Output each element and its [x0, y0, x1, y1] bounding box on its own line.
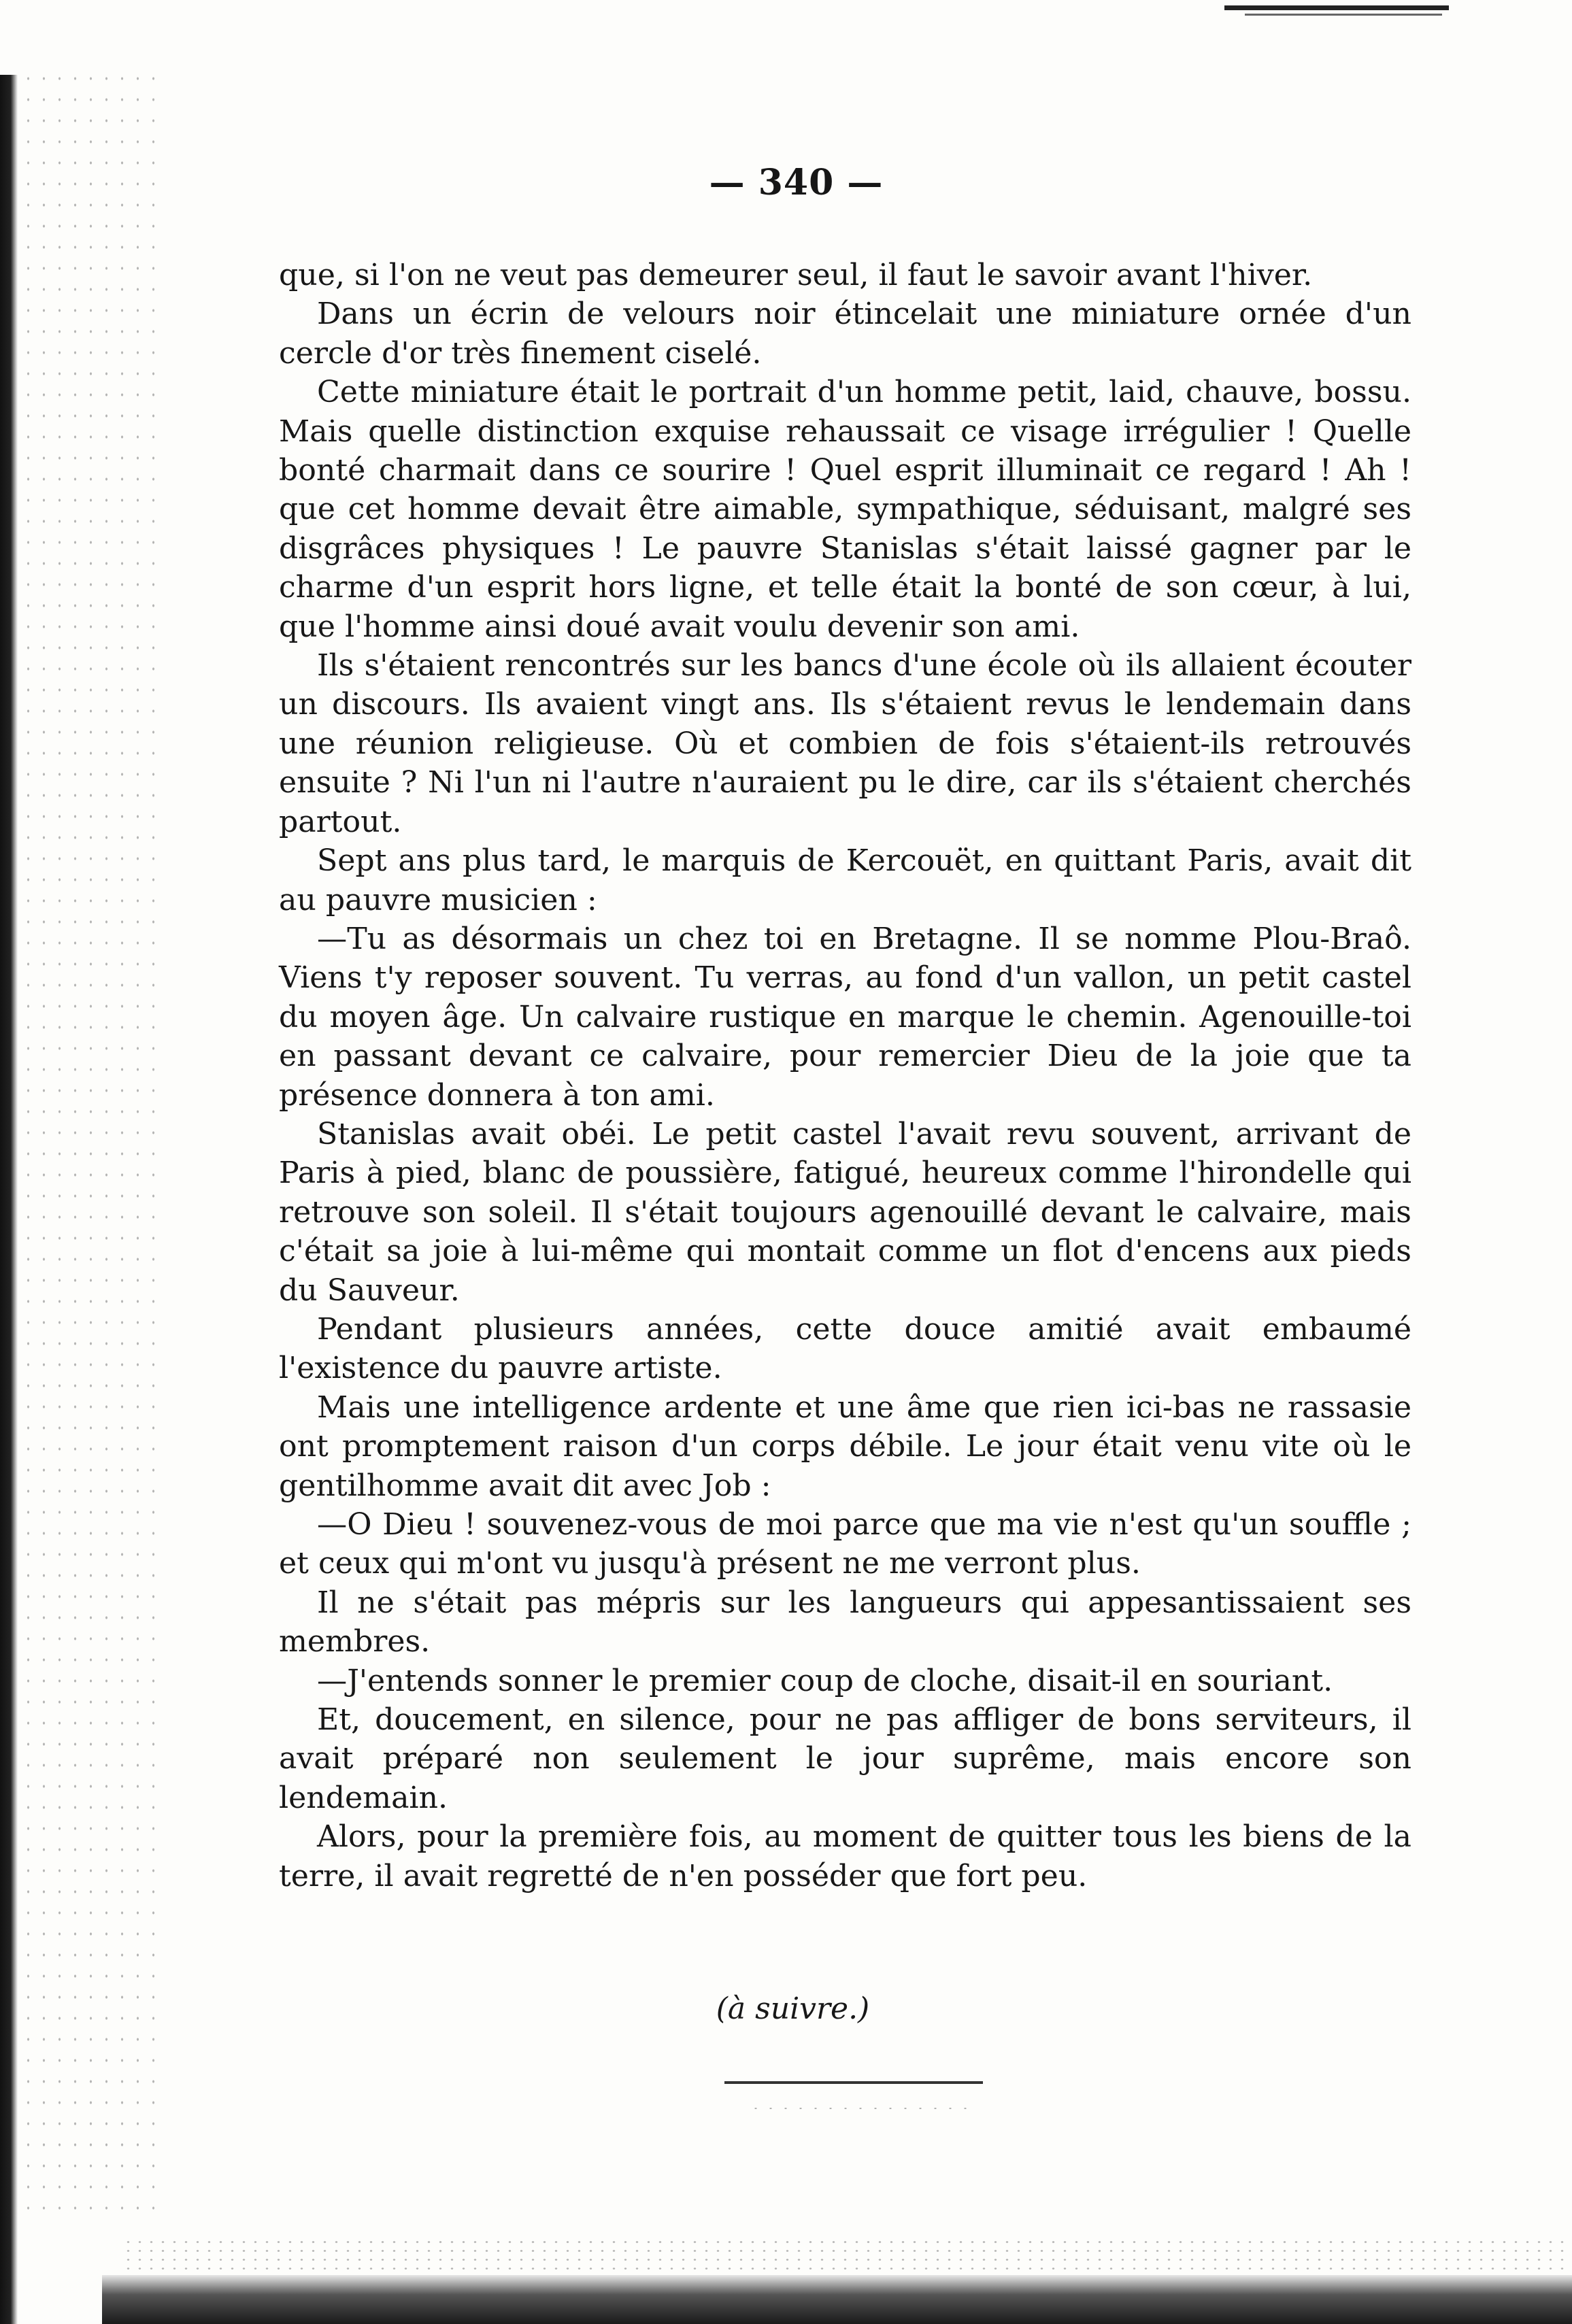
paragraph: Dans un écrin de velours noir étincelait une miniature ornée d'un cercle d'or très finement ciselé.: [279, 297, 1411, 371]
paragraph: Mais une intelligence ardente et une âme que rien ici-bas ne rassasie ont promptement raison d'un corps débile. Le jour était venu vite où le gentilhomme avait dit avec Job :: [279, 1390, 1411, 1503]
paragraph: que, si l'on ne veut pas demeurer seul, il faut le savoir avant l'hiver.: [279, 258, 1313, 292]
top-edge-mark: [1224, 5, 1449, 10]
paragraph: Alors, pour la première fois, au moment de quitter tous les biens de la terre, il avait regretté de n'en posséder que fort peu.: [279, 1819, 1411, 1893]
paragraph: —O Dieu ! souvenez-vous de moi parce que ma vie n'est qu'un souffle ; et ceux qui m'ont vu jusqu'à présent ne me verront plus.: [279, 1507, 1411, 1581]
paragraph: —J'entends sonner le premier coup de cloche, disait-il en souriant.: [317, 1663, 1333, 1698]
to-be-continued: (à suivre.): [716, 1991, 870, 2026]
binding-gutter-shadow: [0, 75, 18, 2324]
paragraph: Sept ans plus tard, le marquis de Kercouët, en quittant Paris, avait dit au pauvre musicien :: [279, 843, 1411, 917]
paragraph: Cette miniature était le portrait d'un homme petit, laid, chauve, bossu. Mais quelle distinction exquise rehaussait ce visage irrégulier ! Quelle bonté charmait dans ce sourire ! Quel esprit illuminait ce regard ! Ah ! que cet homme devait être aimable, sympathique, séduisant, malgré ses disgrâces physiques ! Le pauvre Stanislas s'était laissé gagner par le charme d'un esprit hors ligne, et telle était la bonté de son cœur, à lui, que l'homme ainsi doué avait voulu devenir son ami.: [279, 375, 1411, 644]
body-text: [279, 256, 1411, 1896]
paragraph: Il ne s'était pas mépris sur les langueurs qui appesantissaient ses membres.: [279, 1585, 1411, 1660]
gutter-scan-noise: [20, 68, 156, 2210]
end-rule: [724, 2081, 983, 2084]
page-number: — 340 —: [709, 162, 884, 203]
paragraph: Pendant plusieurs années, cette douce amitié avait embaumé l'existence du pauvre artiste.: [279, 1311, 1411, 1386]
end-ornament-dots: [748, 2105, 973, 2112]
bottom-scan-noise: [122, 2238, 1565, 2272]
paragraph: Stanislas avait obéi. Le petit castel l'avait revu souvent, arrivant de Paris à pied, blanc de poussière, fatigué, heureux comme l'hirondelle qui retrouve son soleil. Il s'était toujours agenouillé devant le calvaire, mais c'était sa joie à lui-même qui montait comme un flot d'encens aux pieds du Sauveur.: [279, 1116, 1411, 1308]
paragraph: Ils s'étaient rencontrés sur les bancs d'une école où ils allaient écouter un discours. Ils avaient vingt ans. Ils s'étaient revus le lendemain dans une réunion religieuse. Où et combien de fois s'étaient-ils retrouvés ensuite ? Ni l'un ni l'autre n'auraient pu le dire, car ils s'étaient cherchés partout.: [279, 648, 1411, 839]
bottom-edge-shadow: [102, 2275, 1572, 2324]
paragraph: —Tu as désormais un chez toi en Bretagne. Il se nomme Plou-Braô. Viens t'y reposer souvent. Tu verras, au fond d'un vallon, un petit castel du moyen âge. Un calvaire rustique en marque le chemin. Agenouille-toi en passant devant ce calvaire, pour remercier Dieu de la joie que ta présence donnera à ton ami.: [279, 921, 1411, 1113]
top-edge-mark-secondary: [1245, 14, 1442, 16]
paragraph: Et, doucement, en silence, pour ne pas affliger de bons serviteurs, il avait préparé non seulement le jour suprême, mais encore son lendemain.: [279, 1702, 1411, 1815]
